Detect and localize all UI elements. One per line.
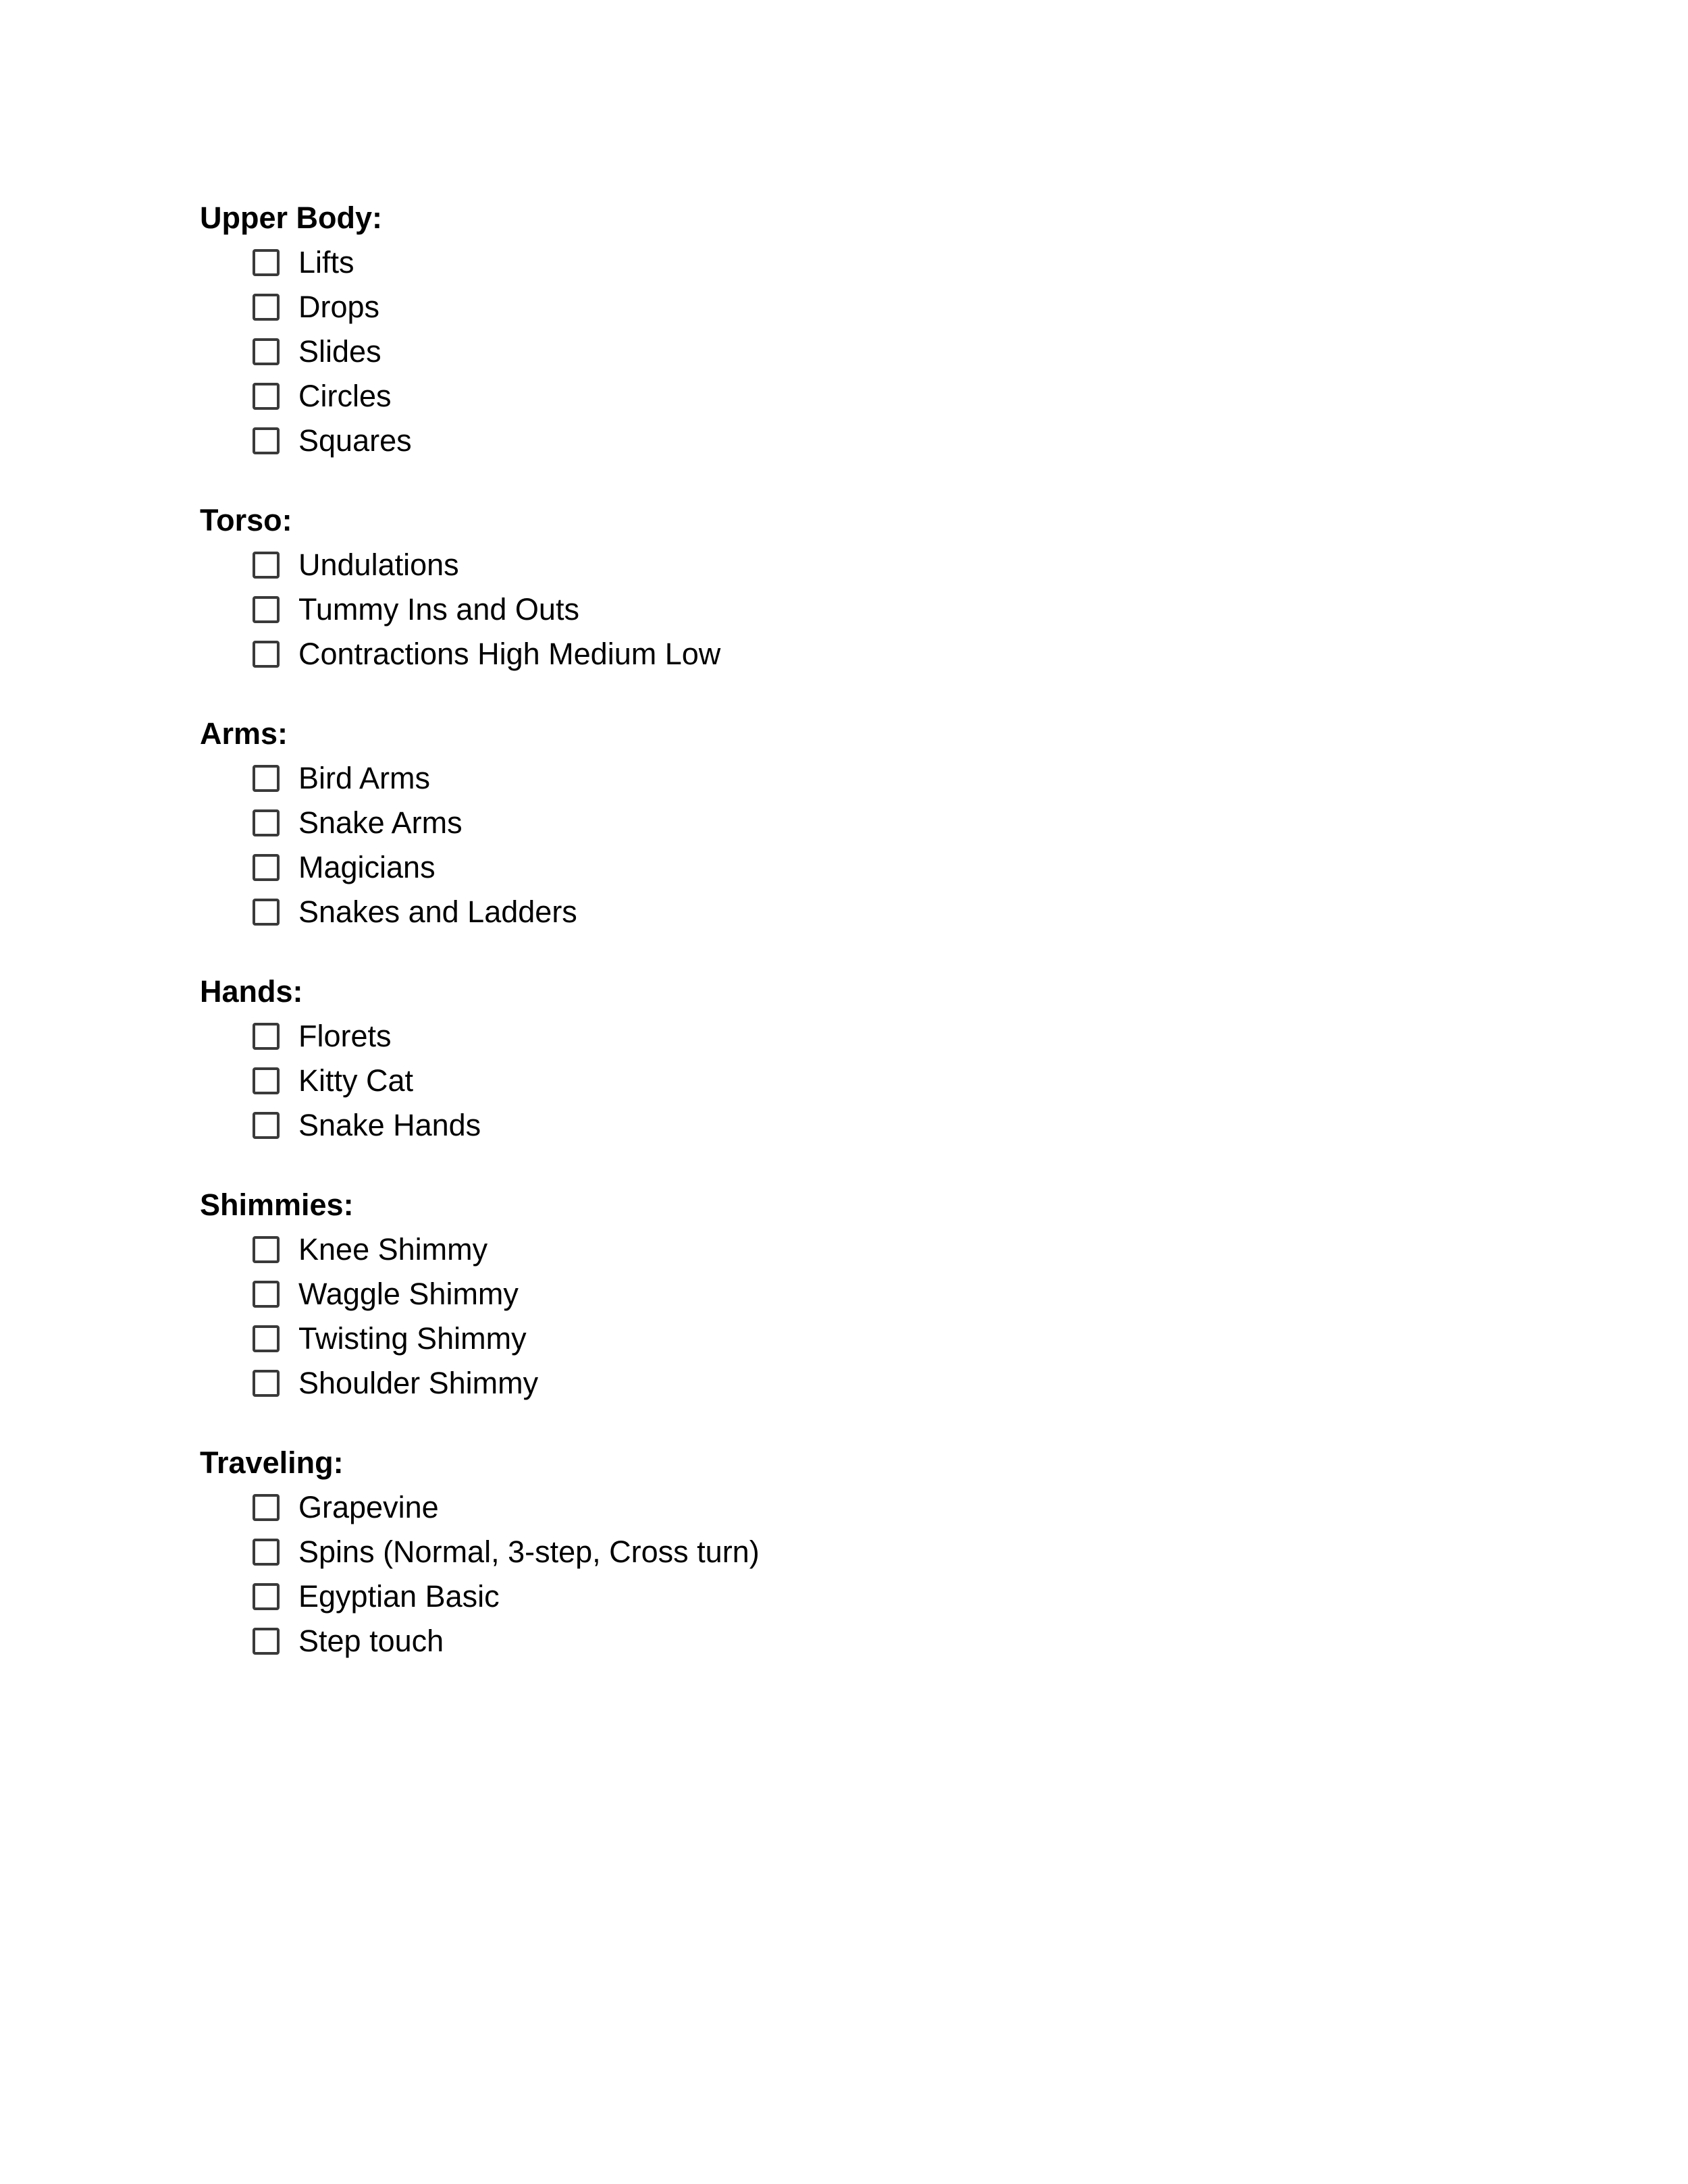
checkbox[interactable]	[253, 641, 280, 668]
checklist-item[interactable]	[253, 587, 1483, 632]
checklist-item[interactable]	[253, 632, 1483, 676]
checkbox[interactable]	[253, 1236, 280, 1263]
checkbox[interactable]	[253, 249, 280, 276]
checkbox[interactable]	[253, 1067, 280, 1094]
checklist-item-label: Waggle Shimmy	[298, 1277, 519, 1311]
checkbox[interactable]	[253, 809, 280, 836]
checkbox[interactable]	[253, 1494, 280, 1521]
checklist-item[interactable]	[253, 1014, 1483, 1059]
checkbox[interactable]	[253, 1023, 280, 1050]
checklist-item[interactable]	[253, 329, 1483, 374]
checklist	[200, 543, 1483, 676]
checkbox[interactable]	[253, 1583, 280, 1610]
section-traveling	[200, 1441, 1483, 1663]
checklist-item[interactable]	[253, 801, 1483, 845]
checkbox[interactable]	[253, 338, 280, 365]
checklist-item[interactable]	[253, 756, 1483, 801]
checklist-item-label: Kitty Cat	[298, 1063, 414, 1098]
checklist-item[interactable]	[253, 1530, 1483, 1574]
checklist-item-label: Twisting Shimmy	[298, 1321, 527, 1356]
checkbox[interactable]	[253, 552, 280, 579]
checklist-item[interactable]	[253, 1574, 1483, 1619]
checklist-item-label: Drops	[298, 290, 380, 324]
checklist-item[interactable]	[253, 1619, 1483, 1663]
checklist-item-label: Step touch	[298, 1624, 444, 1658]
checklist-item-label: Circles	[298, 379, 392, 413]
checklist-item-label: Squares	[298, 423, 412, 458]
checklist-item-label: Contractions High Medium Low	[298, 637, 721, 671]
checklist-item-label: Snake Arms	[298, 805, 463, 840]
checklist-item-label: Grapevine	[298, 1490, 439, 1524]
checkbox[interactable]	[253, 765, 280, 792]
checklist-item-label: Egyptian Basic	[298, 1579, 500, 1614]
checklist-item-label: Snakes and Ladders	[298, 895, 577, 929]
section-heading: Torso:	[200, 503, 292, 537]
checklist-item-label: Magicians	[298, 850, 436, 884]
checklist-item-label: Lifts	[298, 245, 354, 279]
section-shimmies	[200, 1183, 1483, 1406]
checklist	[200, 1227, 1483, 1406]
checkbox[interactable]	[253, 1370, 280, 1397]
checklist	[200, 1485, 1483, 1663]
section-arms	[200, 712, 1483, 934]
checklist-item[interactable]	[253, 1103, 1483, 1148]
section-heading: Hands:	[200, 974, 303, 1009]
checklist-item[interactable]	[253, 419, 1483, 463]
checklist-item[interactable]	[253, 1316, 1483, 1361]
checklist-item[interactable]	[253, 1272, 1483, 1316]
checklist-item-label: Tummy Ins and Outs	[298, 592, 579, 627]
checklist-document	[200, 196, 1483, 1699]
checklist-item[interactable]	[253, 1059, 1483, 1103]
checklist-item[interactable]	[253, 1485, 1483, 1530]
section-hands	[200, 969, 1483, 1148]
checklist-item[interactable]	[253, 240, 1483, 285]
checklist-item-label: Bird Arms	[298, 761, 431, 795]
checkbox[interactable]	[253, 1628, 280, 1655]
checklist-item[interactable]	[253, 543, 1483, 587]
checkbox[interactable]	[253, 1281, 280, 1308]
checklist	[200, 1014, 1483, 1148]
section-heading: Shimmies:	[200, 1188, 354, 1222]
checkbox[interactable]	[253, 1325, 280, 1352]
checklist-item[interactable]	[253, 374, 1483, 419]
checkbox[interactable]	[253, 1112, 280, 1139]
checklist-item-label: Shoulder Shimmy	[298, 1366, 539, 1400]
checklist-item[interactable]	[253, 1227, 1483, 1272]
checkbox[interactable]	[253, 427, 280, 454]
checklist-item-label: Spins (Normal, 3-step, Cross turn)	[298, 1535, 760, 1569]
section-heading: Arms:	[200, 716, 288, 751]
checkbox[interactable]	[253, 294, 280, 321]
checklist	[200, 756, 1483, 934]
section-heading: Upper Body:	[200, 201, 382, 235]
checklist-item[interactable]	[253, 1361, 1483, 1406]
checkbox[interactable]	[253, 899, 280, 926]
section-upper-body	[200, 196, 1483, 463]
checklist-item-label: Snake Hands	[298, 1108, 481, 1142]
section-torso	[200, 498, 1483, 676]
checkbox[interactable]	[253, 1539, 280, 1566]
checkbox[interactable]	[253, 596, 280, 623]
checkbox[interactable]	[253, 854, 280, 881]
checklist-item-label: Knee Shimmy	[298, 1232, 488, 1267]
section-heading: Traveling:	[200, 1445, 344, 1480]
checklist-item[interactable]	[253, 845, 1483, 890]
checklist-item[interactable]	[253, 285, 1483, 329]
checklist-item[interactable]	[253, 890, 1483, 934]
checklist-item-label: Slides	[298, 334, 381, 369]
checklist-item-label: Undulations	[298, 548, 459, 582]
checkbox[interactable]	[253, 383, 280, 410]
checklist-item-label: Florets	[298, 1019, 392, 1053]
checklist	[200, 240, 1483, 463]
